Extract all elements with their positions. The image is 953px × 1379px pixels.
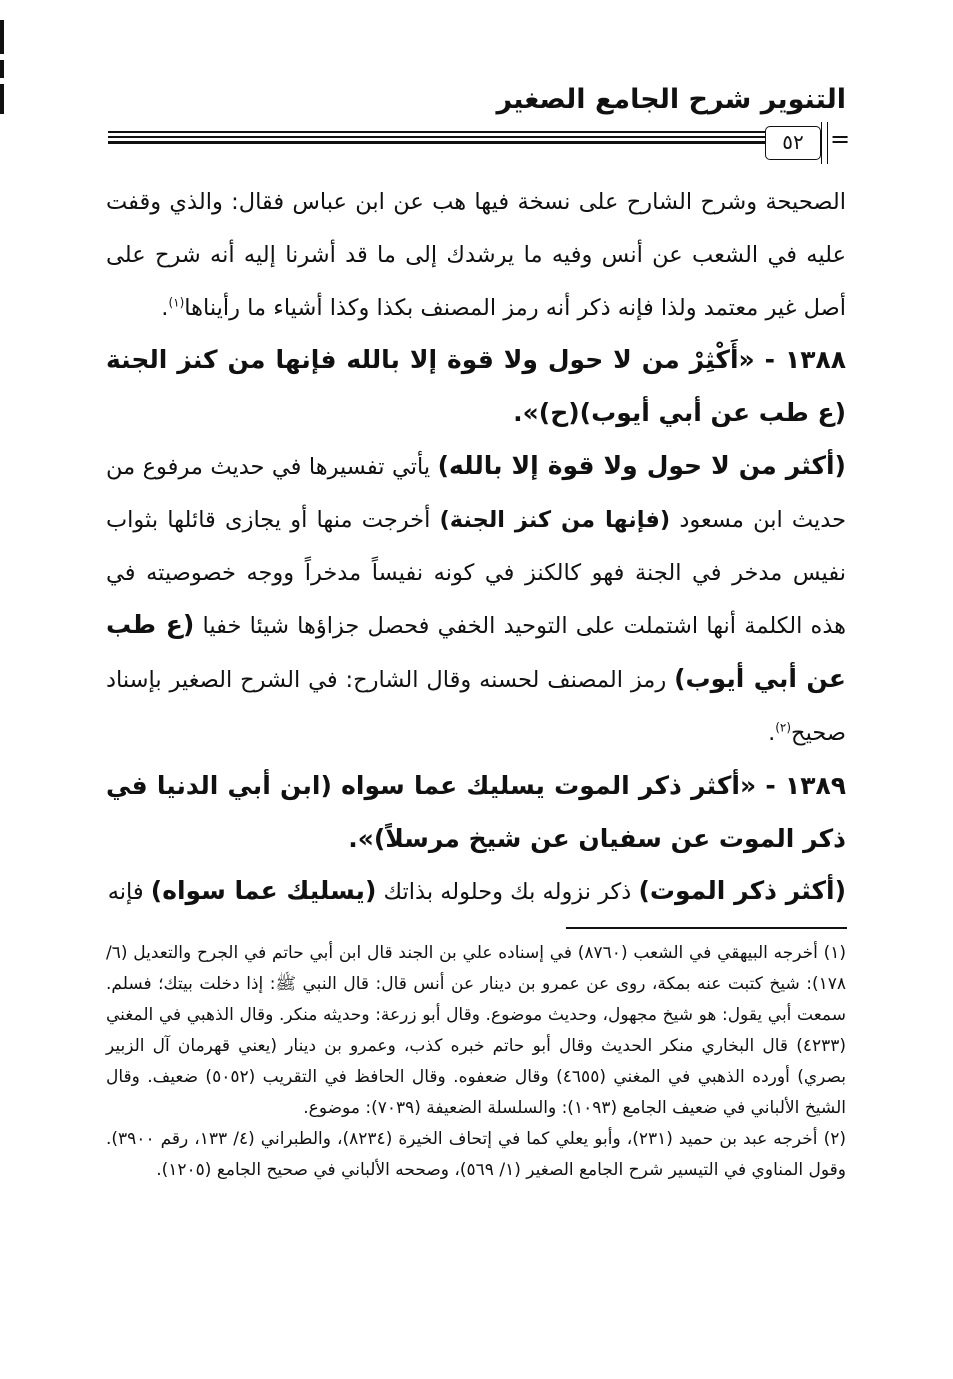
- footnote-1: (١) أخرجه البيهقي في الشعب (٨٧٦٠) في إسناده علي بن الجند قال ابن أبي حاتم في الجرح والتعديل (٦/ ١٧٨): شيخ كتبت عنه بمكة، روى عن عمرو بن دينار عن أنس قال: قال النبي ﷺ: إذا دخلت بيتك؛ فسلم. سمعت أبي يقول: هو شيخ مجهول، وحديث موضوع. وقال أبو زرعة: وحديثه منكر. وقال الذهبي في المغني (٤٢٣٣) قال البخاري منكر الحديث وقال أبو حاتم خبره كذب، وعمرو بن دينار (يعني قهرمان آل الزبير بصري) أورده الذهبي في المغني (٤٦٥٥) وقال ضعفوه. وقال الحافظ في التقريب (٥٠٥٢) ضعيف. وقال الشيخ الألباني في ضعيف الجامع (١٠٩٣): والسلسلة الضعيفة (٧٠٣٩): موضوع.: [106, 943, 846, 1118]
- header-rule-middle: [108, 136, 819, 138]
- header-rule-top: [108, 131, 819, 133]
- footnote-2: (٢) أخرجه عبد بن حميد (٢٣١)، وأبو يعلي كما في إتحاف الخيرة (٨٢٣٤)، والطبراني (٤/ ١٣٣، رقم ٣٩٠٠). وقول المناوي في التيسير شرح الجامع الصغير (١/ ٥٦٩)، وصححه الألباني في صحيح الجامع (١٢٠٥).: [106, 1129, 846, 1180]
- hadith-1389-commentary: (أكثر ذكر الموت) ذكر نزوله بك وحلوله بذاتك (يسليك عما سواه) فإنه: [107, 876, 846, 906]
- page-edge-mark: [0, 20, 5, 130]
- page-number: ٥٢: [765, 126, 821, 160]
- header-rule-bottom: [108, 141, 819, 144]
- page-number-ornament: =: [830, 125, 851, 153]
- running-header-title: التنوير شرح الجامع الصغير: [496, 84, 846, 115]
- footnote-ref-2[interactable]: (٢): [775, 720, 792, 735]
- footnote-separator: [566, 927, 847, 929]
- paragraph-intro: الصحيحة وشرح الشارح على نسخة فيها هب عن ابن عباس فقال: والذي وقفت عليه في الشعب عن أنس وفيه ما يرشدك إلى ما قد أشرنا إليه أنه شرح على أصل غير معتمد ولذا فإنه ذكر أنه رمز المصنف بكذا وكذا أشياء ما رأيناها$^{(١)}$.: [106, 189, 846, 321]
- main-text: [106, 176, 846, 919]
- footnote-ref-1[interactable]: (١): [168, 295, 185, 310]
- hadith-1388-commentary: (أكثر من لا حول ولا قوة إلا بالله) يأتي تفسيرها في حديث مرفوع من حديث ابن مسعود (فإنها من كنز الجنة) أخرجت منها أو يجازى قائلها بثواب نفيس مدخر في الجنة فهو كالكنز في كونه نفيساً مدخراً ووجه خصوصيته في هذه الكلمة أنها اشتملت على التوحيد الخفي فحصل جزاؤها شيئا خفيا (ع طب عن أبي أيوب) رمز المصنف لحسنه وقال الشارح: في الشرح الصغير بإسناد صحيح$^{(٢)}$.: [106, 450, 846, 746]
- hadith-1389-heading: ١٣٨٩ - «أكثر ذكر الموت يسليك عما سواه (ابن أبي الدنيا في ذكر الموت عن سفيان عن شيخ مرسلاً)».: [106, 770, 846, 853]
- hadith-1388-heading: ١٣٨٨ - «أَكْثِرْ من لا حول ولا قوة إلا بالله فإنها من كنز الجنة (ع طب عن أبي أيوب)(ح)».: [106, 345, 846, 428]
- footnotes: [106, 938, 846, 1186]
